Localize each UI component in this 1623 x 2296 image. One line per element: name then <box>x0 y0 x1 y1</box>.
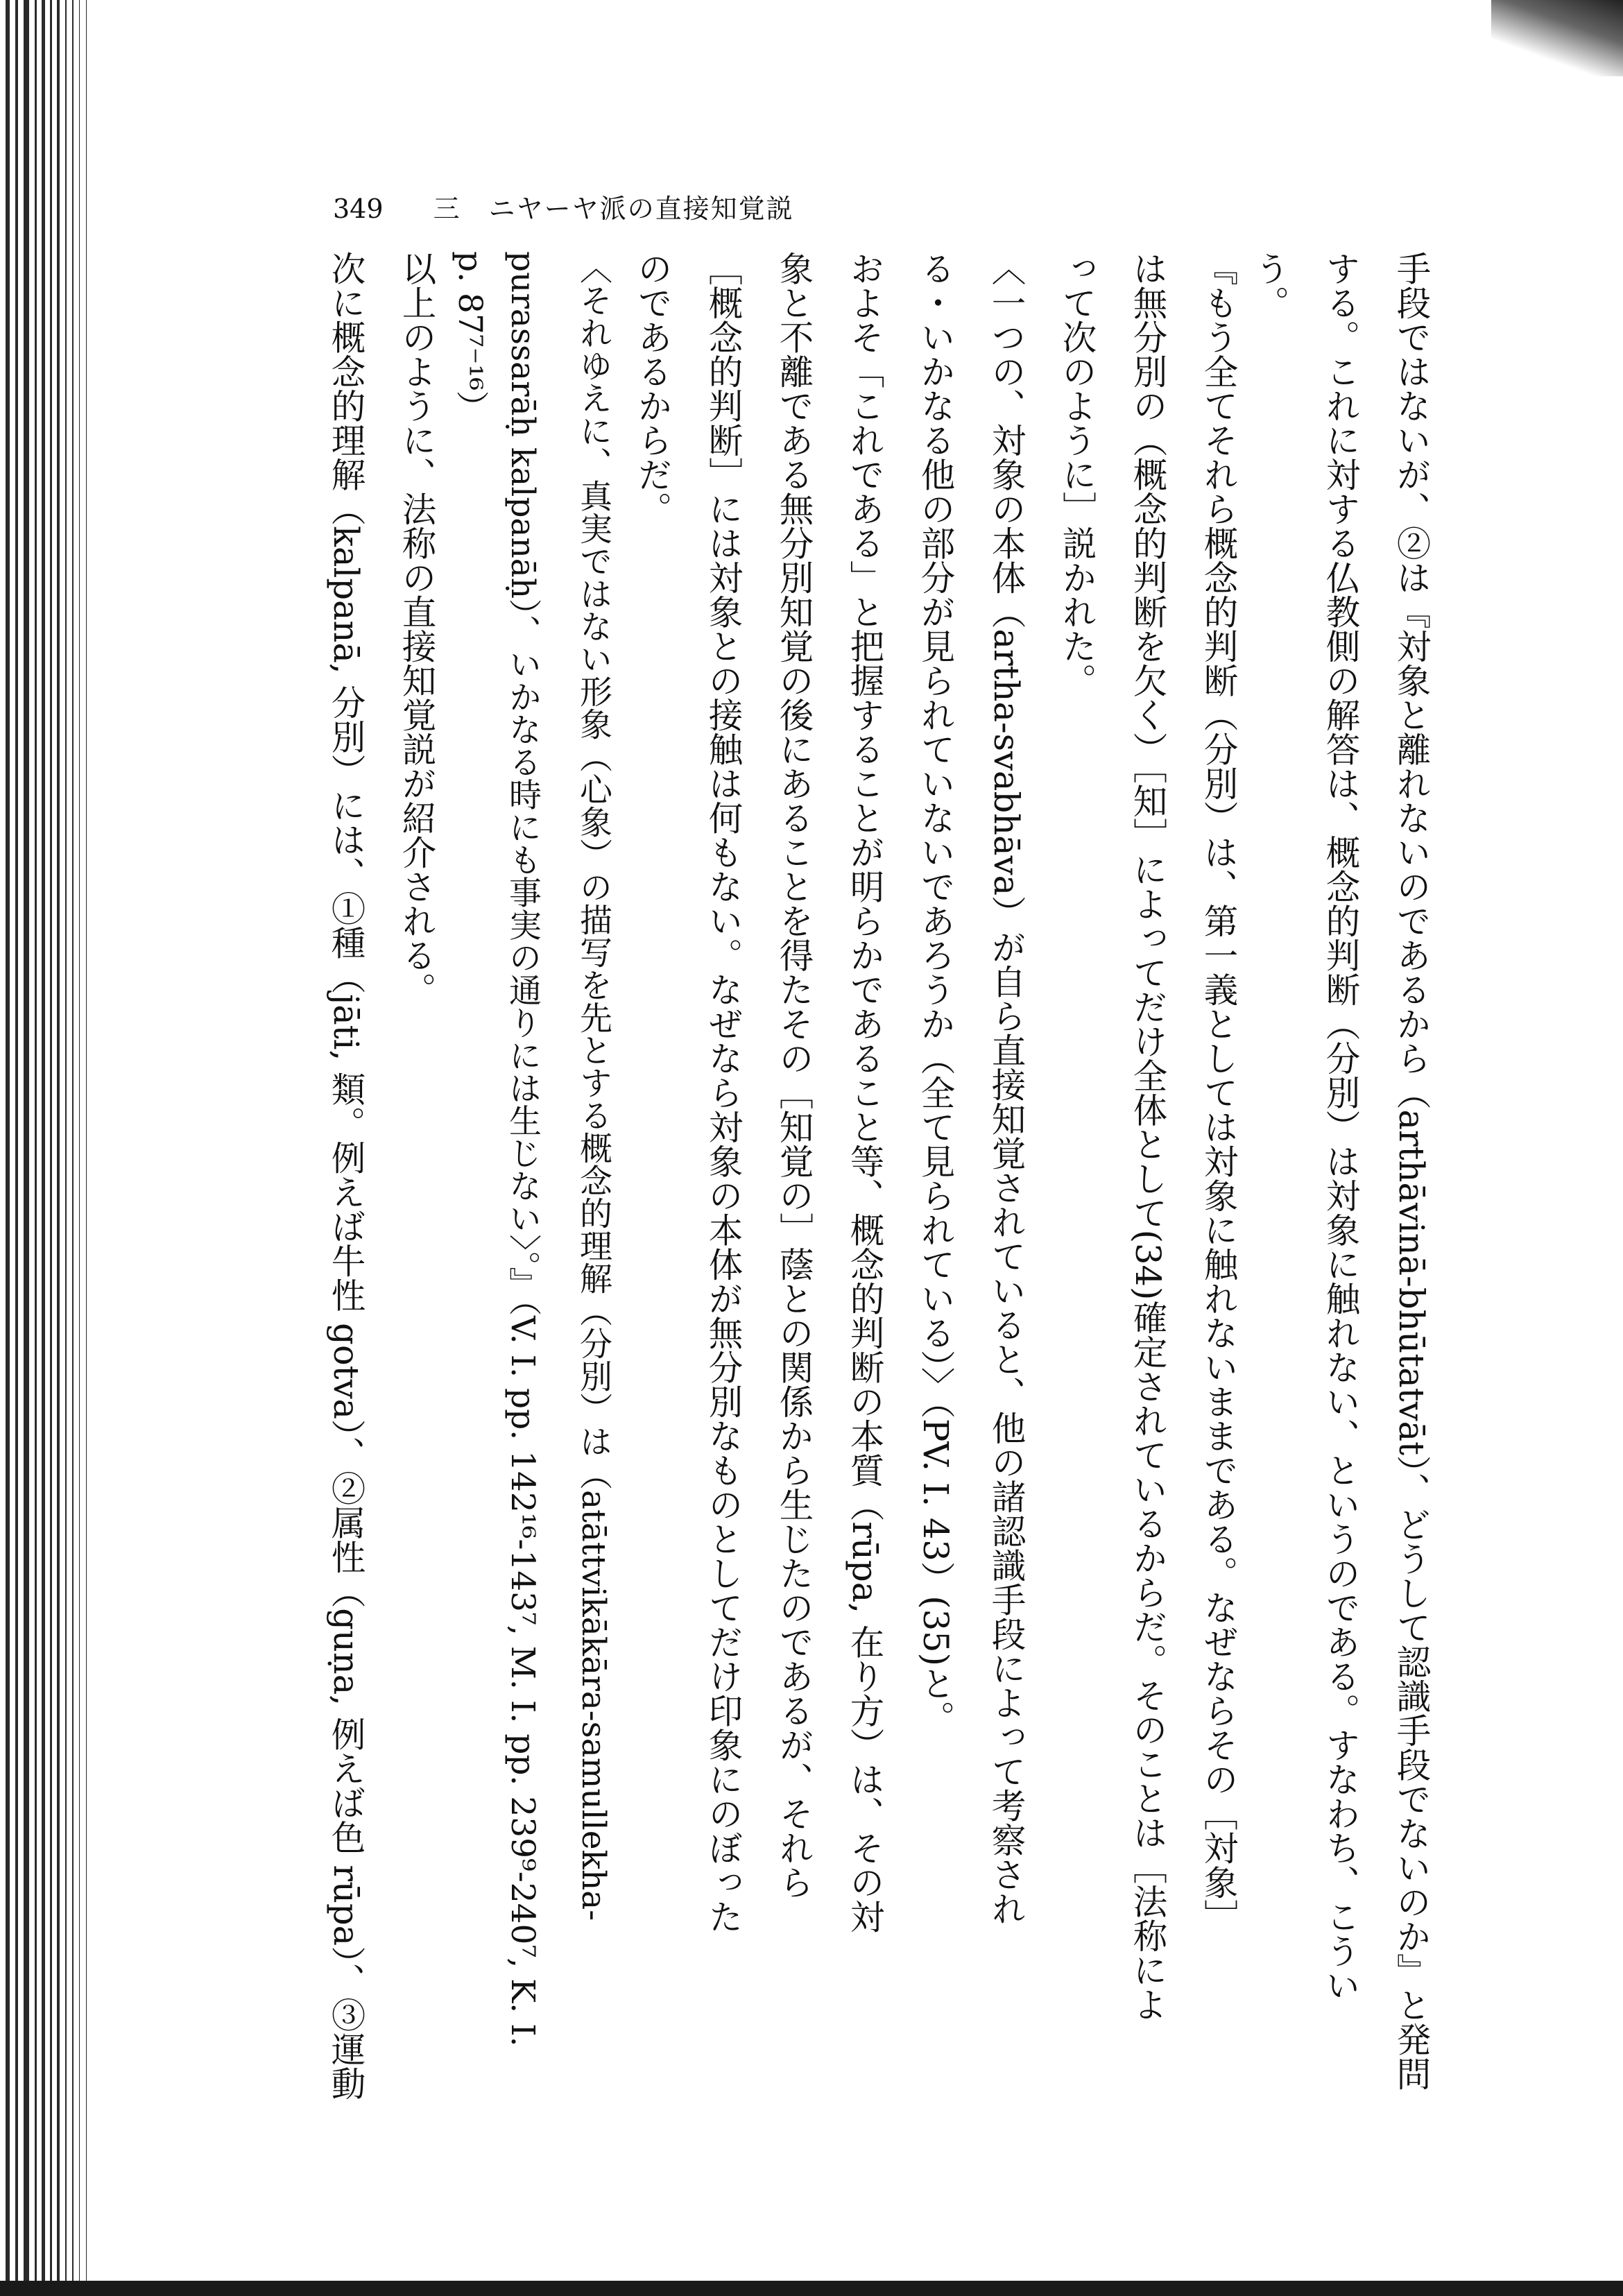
running-header <box>333 191 957 226</box>
text-line: する。これに対する仏教側の解答は、概念的判断（分別）は対象に触れない、というのである。すなわち、こうい <box>1321 251 1361 2003</box>
text-line: 以上のように、法称の直接知覚説が紹介される。 <box>397 251 437 1006</box>
text-line: およそ「これである」と把握することが明らかであること等、概念的判断の本質（rūpa, 在り方）は、その対 <box>845 251 885 1934</box>
page-number: 349 <box>333 194 384 224</box>
text-line: purassarāḥ kalpanāḥ）、いかなる時にも事実の通りには生じない〉。』（V. I. pp. 142¹⁶-143⁷, M. I. pp. 239⁹-240⁷, K. I. <box>504 251 542 2047</box>
binding-edge <box>0 0 104 2296</box>
text-line: 〈一つの、対象の本体（artha-svabhāva）が自ら直接知覚されていると、他の諸認識手段によって考察され <box>986 251 1027 1926</box>
text-line: p. 87⁷⁻¹⁶） <box>451 251 489 424</box>
text-line: のであるからだ。 <box>633 251 673 526</box>
scan-shadow <box>1491 0 1623 76</box>
text-line: 手段ではないが、②は『対象と離れないのであるから（arthāvinā-bhūtatvāt）、どうして認識手段でないのか』と発問 <box>1391 251 1432 2091</box>
text-line: る・いかなる他の部分が見られていないであろうか（全て見られている）〉（PV. I. 43）(35)と。 <box>916 251 956 1735</box>
text-line: う。 <box>1250 251 1290 320</box>
text-line: って次のように］説かれた。 <box>1057 251 1097 698</box>
chapter-title: 三 ニヤーヤ派の直接知覚説 <box>433 194 794 224</box>
text-line: は無分別の（概念的判断を欠く）［知］によってだけ全体として(34)確定されているからだ。そのことは［法称によ <box>1128 251 1168 2021</box>
text-line: 〈それゆえに、真実ではない形象（心象）の描写を先とする概念的理解（分別）は（atāttvikākāra-samullekha- <box>574 251 612 1921</box>
text-line: ［概念的判断］には対象との接触は何もない。なぜなら対象の本体が無分別なものとしてだけ印象にのぼった <box>703 251 744 1934</box>
scan-bottom-edge <box>0 2281 1623 2296</box>
text-line: 象と不離である無分別知覚の後にあることを得たその［知覚の］蔭との関係から生じたのであるが、それら <box>774 251 814 1899</box>
text-line: 『もう全てそれら概念的判断（分別）は、第一義としては対象に触れないままである。なぜならその［対象］ <box>1199 251 1239 1934</box>
text-line: 次に概念的理解（kalpanā, 分別）には、①種（jāti, 類。例えば牛性 gotva）、②属性（guṇa, 例えば色 rūpa）、③運動 <box>326 251 366 2100</box>
